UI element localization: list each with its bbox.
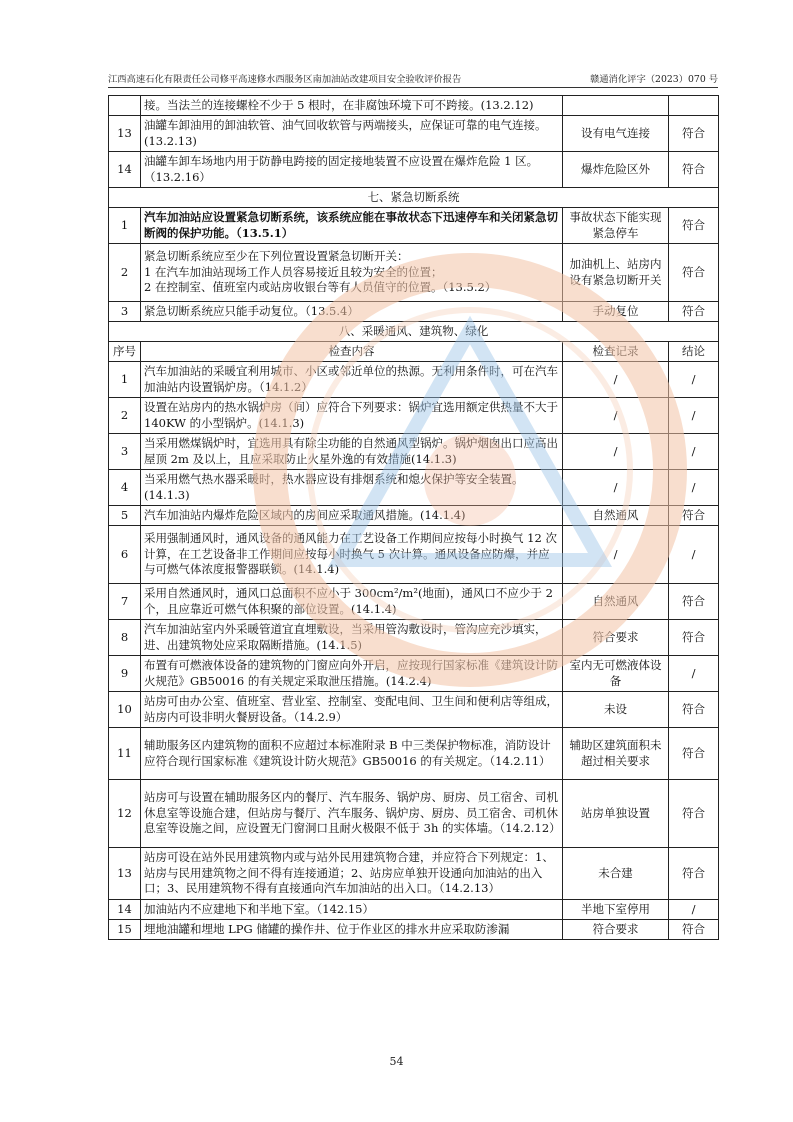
row-number: 3: [109, 302, 141, 322]
table-row: [109, 848, 719, 900]
check-result: /: [669, 526, 719, 584]
row-number: 10: [109, 692, 141, 728]
row-number: 5: [109, 506, 141, 526]
check-result: 符合: [669, 302, 719, 322]
row-number: 3: [109, 434, 141, 470]
table-row: [109, 244, 719, 302]
section-header-emergency-cutoff: [109, 188, 719, 208]
column-header-row: [109, 342, 719, 362]
table-row: [109, 584, 719, 620]
table-row: [109, 470, 719, 506]
table-row: [109, 506, 719, 526]
table-row: [109, 362, 719, 398]
check-record: /: [563, 470, 669, 506]
row-number: 13: [109, 848, 141, 900]
check-result: 符合: [669, 116, 719, 152]
check-content: 汽车加油站室内外采暖管道宜直埋敷设，当采用管沟敷设时，管沟应充沙填实，进、出建筑物处应采取隔断措施。(14.1.5): [141, 620, 563, 656]
check-content: 紧急切断系统应至少在下列位置设置紧急切断开关： 1 在汽车加油站现场工作人员容易接近且较为安全的位置； 2 在控制室、值班室内或站房收银台等有人员值守的位置。（13.5.2）: [141, 244, 563, 302]
row-number: 2: [109, 244, 141, 302]
check-content: 油罐车卸车场地内用于防静电跨接的固定接地装置不应设置在爆炸危险 1 区。（13.2.16）: [141, 152, 563, 188]
check-record: /: [563, 398, 669, 434]
check-result: [669, 96, 719, 116]
table-row: [109, 728, 719, 780]
check-record: 室内无可燃液体设备: [563, 656, 669, 692]
row-number: 14: [109, 152, 141, 188]
check-content: 站房可由办公室、值班室、营业室、控制室、变配电间、卫生间和便利店等组成，站房内可设非明火餐厨设备。（14.2.9）: [141, 692, 563, 728]
check-content: 站房可设在站外民用建筑物内或与站外民用建筑物合建，并应符合下列规定：1、站房与民用建筑物之间不得有连接通道；2、站房应单独开设通向加油站的出入口；3、民用建筑物不得有直接通向汽车加油站的出入口。（14.2.13）: [141, 848, 563, 900]
row-number: 14: [109, 900, 141, 920]
row-number: 15: [109, 920, 141, 940]
row-number: 11: [109, 728, 141, 780]
check-record: /: [563, 526, 669, 584]
table-row: [109, 780, 719, 848]
check-content: 设置在站房内的热水锅炉房（间）应符合下列要求：锅炉宜选用额定供热量不大于 140KW 的小型锅炉。(14.1.3): [141, 398, 563, 434]
column-header-number: 序号: [109, 342, 141, 362]
check-content: 紧急切断系统应只能手动复位。（13.5.4）: [141, 302, 563, 322]
check-record: 站房单独设置: [563, 780, 669, 848]
header-report-title: 江西高速石化有限责任公司修平高速修水西服务区南加油站改建项目安全验收评价报告: [108, 74, 462, 85]
row-number: 1: [109, 362, 141, 398]
check-result: /: [669, 398, 719, 434]
check-content: 采用强制通风时，通风设备的通风能力在工艺设备工作期间应按每小时换气 12 次计算，在工艺设备非工作期间应按每小时换气 5 次计算。通风设备应防爆，并应与可燃气体浓度报警器联锁。(14.1.4): [141, 526, 563, 584]
column-header-content: 检查内容: [141, 342, 563, 362]
check-result: 符合: [669, 244, 719, 302]
check-record: 加油机上、站房内设有紧急切断开关: [563, 244, 669, 302]
check-content: 汽车加油站的采暖宜利用城市、小区或邻近单位的热源。无利用条件时，可在汽车加油站内设置锅炉房。（14.1.2）: [141, 362, 563, 398]
table-row: [109, 920, 719, 940]
check-content: 加油站内不应建地下和半地下室。（142.15）: [141, 900, 563, 920]
row-number: 6: [109, 526, 141, 584]
check-record: 符合要求: [563, 620, 669, 656]
check-content: 当采用燃煤锅炉时，宜选用具有除尘功能的自然通风型锅炉。锅炉烟囱出口应高出屋顶 2m 及以上，且应采取防止火星外逸的有效措施(14.1.3): [141, 434, 563, 470]
table-row: [109, 692, 719, 728]
page-number: 54: [389, 1055, 404, 1068]
check-record: 未合建: [563, 848, 669, 900]
page-header: [108, 71, 718, 87]
check-result: /: [669, 470, 719, 506]
check-content: 汽车加油站内爆炸危险区域内的房间应采取通风措施。(14.1.4): [141, 506, 563, 526]
check-result: 符合: [669, 692, 719, 728]
check-result: 符合: [669, 584, 719, 620]
table-row: [109, 526, 719, 584]
table-row: [109, 116, 719, 152]
check-result: 符合: [669, 848, 719, 900]
check-result: 符合: [669, 728, 719, 780]
section-title: 八、采暖通风、建筑物、绿化: [109, 322, 719, 342]
check-record: /: [563, 362, 669, 398]
check-content: 站房可与设置在辅助服务区内的餐厅、汽车服务、锅炉房、厨房、员工宿舍、司机休息室等设施合建，但站房与餐厅、汽车服务、锅炉房、厨房、员工宿舍、司机休息室等设施之间，应设置无门窗洞口且耐火极限不低于 3h 的实体墙。（14.2.12）: [141, 780, 563, 848]
check-result: /: [669, 362, 719, 398]
check-record: 手动复位: [563, 302, 669, 322]
check-content: 采用自然通风时，通风口总面积不应小于 300cm²/m²(地面)，通风口不应少于 2 个，且应靠近可燃气体积聚的部位设置。(14.1.4): [141, 584, 563, 620]
check-content: 汽车加油站应设置紧急切断系统，该系统应能在事故状态下迅速停车和关闭紧急切断阀的保护功能。（13.5.1）: [141, 208, 563, 244]
check-record: 事故状态下能实现紧急停车: [563, 208, 669, 244]
check-record: 半地下室停用: [563, 900, 669, 920]
row-number: [109, 96, 141, 116]
check-record: 符合要求: [563, 920, 669, 940]
row-number: 8: [109, 620, 141, 656]
table-row: [109, 208, 719, 244]
row-number: 2: [109, 398, 141, 434]
row-number: 13: [109, 116, 141, 152]
header-rule: [108, 87, 718, 88]
check-result: 符合: [669, 920, 719, 940]
check-record: 辅助区建筑面积未超过相关要求: [563, 728, 669, 780]
table-row: [109, 302, 719, 322]
check-record: 未设: [563, 692, 669, 728]
table-row: [109, 900, 719, 920]
row-number: 1: [109, 208, 141, 244]
check-content: 布置有可燃液体设备的建筑物的门窗应向外开启，应按现行国家标准《建筑设计防火规范》GB50016 的有关规定采取泄压措施。(14.2.4): [141, 656, 563, 692]
check-result: /: [669, 656, 719, 692]
check-result: 符合: [669, 620, 719, 656]
section-header-ventilation-buildings: [109, 322, 719, 342]
section-title: 七、紧急切断系统: [109, 188, 719, 208]
row-number: 12: [109, 780, 141, 848]
check-result: /: [669, 434, 719, 470]
check-result: 符合: [669, 506, 719, 526]
check-content: 接。当法兰的连接螺栓不少于 5 根时，在非腐蚀环境下可不跨接。(13.2.12): [141, 96, 563, 116]
check-record: [563, 96, 669, 116]
table-row: [109, 656, 719, 692]
header-report-number: 赣通消化评字（2023）070 号: [589, 74, 718, 85]
check-record: 设有电气连接: [563, 116, 669, 152]
check-result: /: [669, 900, 719, 920]
table-row: [109, 434, 719, 470]
check-content: 辅助服务区内建筑物的面积不应超过本标准附录 B 中三类保护物标准，消防设计应符合现行国家标准《建筑设计防火规范》GB50016 的有关规定。（14.2.11）: [141, 728, 563, 780]
check-content: 当采用燃气热水器采暖时，热水器应设有排烟系统和熄火保护等安全装置。(14.1.3): [141, 470, 563, 506]
check-result: 符合: [669, 208, 719, 244]
row-number: 9: [109, 656, 141, 692]
check-record: 自然通风: [563, 506, 669, 526]
table-row: [109, 620, 719, 656]
check-record: /: [563, 434, 669, 470]
table-row: [109, 398, 719, 434]
column-header-record: 检查记录: [563, 342, 669, 362]
check-content: 埋地油罐和埋地 LPG 储罐的操作井、位于作业区的排水井应采取防渗漏: [141, 920, 563, 940]
check-record: 自然通风: [563, 584, 669, 620]
column-header-result: 结论: [669, 342, 719, 362]
check-result: 符合: [669, 780, 719, 848]
check-record: 爆炸危险区外: [563, 152, 669, 188]
row-number: 4: [109, 470, 141, 506]
inspection-table: [108, 95, 719, 940]
row-number: 7: [109, 584, 141, 620]
check-content: 油罐车卸油用的卸油软管、油气回收软管与两端接头，应保证可靠的电气连接。(13.2.13): [141, 116, 563, 152]
table-row: [109, 96, 719, 116]
table-row: [109, 152, 719, 188]
check-result: 符合: [669, 152, 719, 188]
